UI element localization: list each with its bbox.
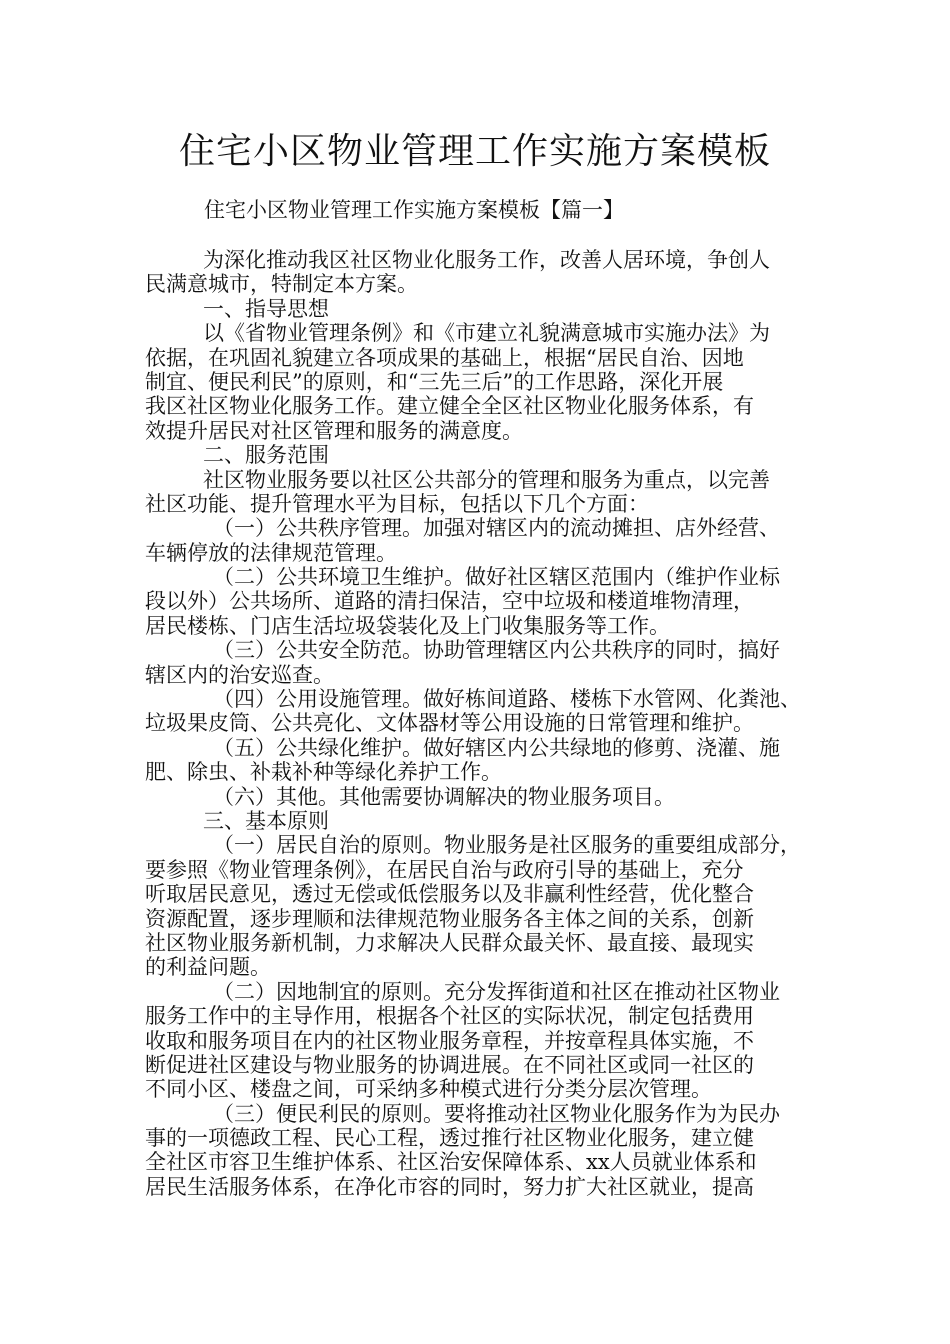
body-line: 社区物业服务要以社区公共部分的管理和服务为重点，以完善 <box>203 467 770 492</box>
document-body <box>145 248 810 1199</box>
body-line: （一）居民自治的原则。物业服务是社区服务的重要组成部分， <box>213 833 801 858</box>
body-line: 资源配置，逐步理顺和法律规范物业服务各主体之间的关系，创新 <box>145 906 754 931</box>
body-line: 社区功能、提升管理水平为目标，包括以下几个方面： <box>145 491 649 516</box>
body-line: 垃圾果皮筒、公共亮化、文体器材等公用设施的日常管理和维护。 <box>145 711 754 736</box>
body-line: 断促进社区建设与物业服务的协调进展。在不同社区或同一社区的 <box>145 1052 754 1077</box>
body-line: 听取居民意见，透过无偿或低偿服务以及非赢利性经营，优化整合 <box>145 882 754 907</box>
body-line: （三）公共安全防范。协助管理辖区内公共秩序的同时，搞好 <box>213 638 780 663</box>
body-line: （五）公共绿化维护。做好辖区内公共绿地的修剪、浇灌、施 <box>213 735 780 760</box>
body-line: 居民楼栋、门店生活垃圾袋装化及上门收集服务等工作。 <box>145 613 670 638</box>
body-line: （四）公用设施管理。做好栋间道路、楼栋下水管网、化粪池、 <box>213 687 801 712</box>
body-line: 要参照《物业管理条例》，在居民自治与政府引导的基础上，充分 <box>145 857 744 882</box>
body-line: 三、基本原则 <box>203 808 329 833</box>
body-line: 民满意城市，特制定本方案。 <box>145 272 418 297</box>
body-line: 制宜、便民利民”的原则，和“三先三后”的工作思路，深化开展 <box>145 369 724 394</box>
body-line: 不同小区、楼盘之间，可采纳多种模式进行分类分层次管理。 <box>145 1077 712 1102</box>
body-line: （二）因地制宜的原则。充分发挥街道和社区在推动社区物业 <box>213 979 780 1004</box>
body-line: 肥、除虫、补栽补种等绿化养护工作。 <box>145 760 502 785</box>
body-line: 一、指导思想 <box>203 296 329 321</box>
body-line: 事的一项德政工程、民心工程，透过推行社区物业化服务，建立健 <box>145 1126 754 1151</box>
body-line: 车辆停放的法律规范管理。 <box>145 540 397 565</box>
body-line: （一）公共秩序管理。加强对辖区内的流动摊担、店外经营、 <box>213 516 780 541</box>
body-line: 我区社区物业化服务工作。建立健全全区社区物业化服务体系，有 <box>145 394 754 419</box>
document-title: 住宅小区物业管理工作实施方案模板 <box>178 131 771 172</box>
body-line: （三）便民利民的原则。要将推动社区物业化服务作为为民办 <box>213 1101 780 1126</box>
body-line: 收取和服务项目在内的社区物业服务章程，并按章程具体实施，不 <box>145 1028 754 1053</box>
body-line: 段以外）公共场所、道路的清扫保洁，空中垃圾和楼道堆物清理， <box>145 589 754 614</box>
body-line: 二、服务范围 <box>203 443 329 468</box>
body-line: 社区物业服务新机制，力求解决人民群众最关怀、最直接、最现实 <box>145 930 754 955</box>
document-subtitle: 住宅小区物业管理工作实施方案模板【篇一】 <box>204 198 624 222</box>
body-line: 效提升居民对社区管理和服务的满意度。 <box>145 418 523 443</box>
body-line: （二）公共环境卫生维护。做好社区辖区范围内（维护作业标 <box>213 565 780 590</box>
body-line: 以《省物业管理条例》和《市建立礼貌满意城市实施办法》为 <box>203 321 770 346</box>
body-line: 的利益问题。 <box>145 955 271 980</box>
body-line: 居民生活服务体系，在净化市容的同时，努力扩大社区就业，提高 <box>145 1174 754 1199</box>
body-line: （六）其他。其他需要协调解决的物业服务项目。 <box>213 784 675 809</box>
body-line: 为深化推动我区社区物业化服务工作，改善人居环境，争创人 <box>203 248 770 272</box>
body-line: 全社区市容卫生维护体系、社区治安保障体系、xx人员就业体系和 <box>145 1150 757 1175</box>
body-line: 依据，在巩固礼貌建立各项成果的基础上，根据“居民自治、因地 <box>145 345 744 370</box>
body-line: 服务工作中的主导作用，根据各个社区的实际状况，制定包括费用 <box>145 1004 754 1029</box>
body-line: 辖区内的治安巡查。 <box>145 662 334 687</box>
